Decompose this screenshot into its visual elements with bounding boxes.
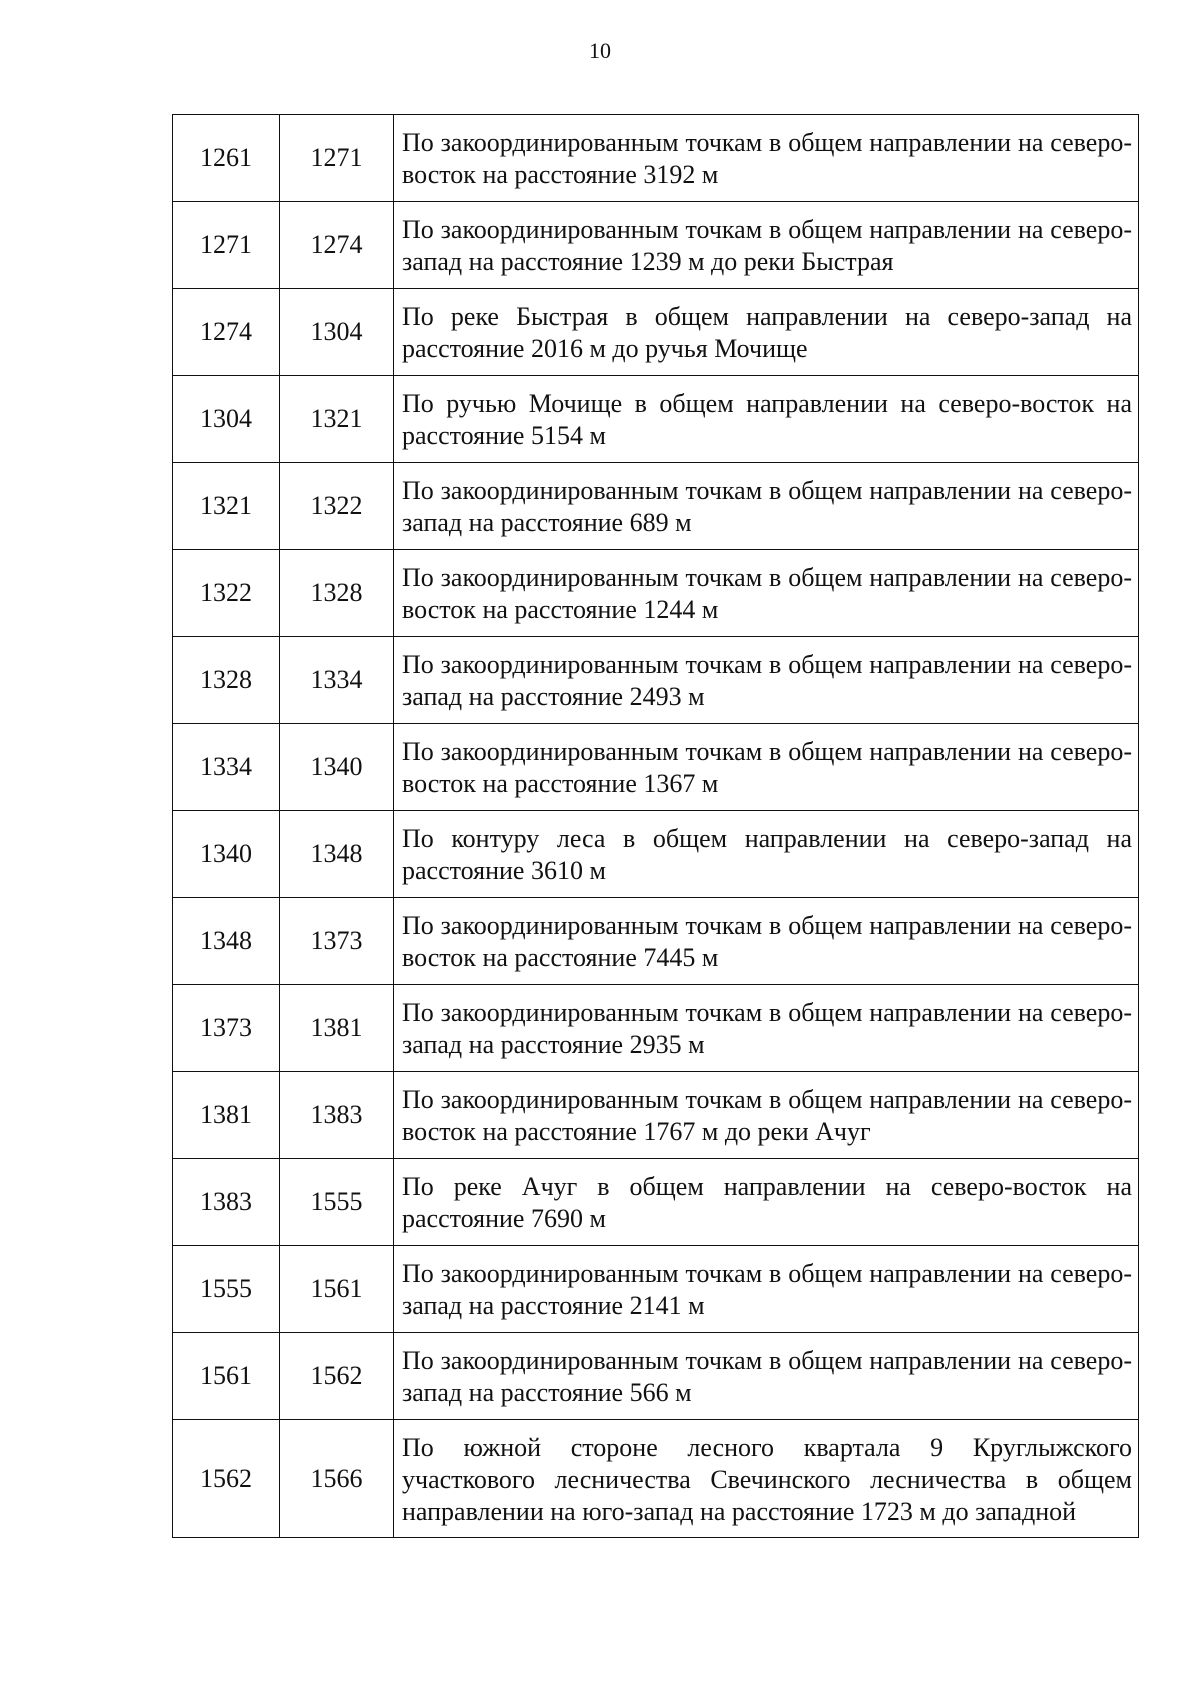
to-point-cell: 1383 — [280, 1072, 394, 1159]
table-row — [173, 1072, 1139, 1159]
table-row — [173, 1159, 1139, 1246]
description-cell: По закоординированным точкам в общем направлении на северо-запад на расстояние 566 м — [394, 1333, 1139, 1420]
description-cell: По контуру леса в общем направлении на северо-запад на расстояние 3610 м — [394, 811, 1139, 898]
description-cell: По ручью Мочище в общем направлении на северо-восток на расстояние 5154 м — [394, 376, 1139, 463]
description-cell: По закоординированным точкам в общем направлении на северо-восток на расстояние 1767 м до реки Ачуг — [394, 1072, 1139, 1159]
from-point-cell: 1334 — [173, 724, 280, 811]
from-point-cell: 1304 — [173, 376, 280, 463]
to-point-cell: 1373 — [280, 898, 394, 985]
table-row — [173, 985, 1139, 1072]
table-row — [173, 463, 1139, 550]
to-point-cell: 1348 — [280, 811, 394, 898]
description-cell: По закоординированным точкам в общем направлении на северо-восток на расстояние 1367 м — [394, 724, 1139, 811]
description-cell: По реке Ачуг в общем направлении на северо-восток на расстояние 7690 м — [394, 1159, 1139, 1246]
description-cell: По закоординированным точкам в общем направлении на северо-запад на расстояние 1239 м до реки Быстрая — [394, 202, 1139, 289]
table-row — [173, 1420, 1139, 1538]
table-row — [173, 376, 1139, 463]
table-row — [173, 811, 1139, 898]
table-row — [173, 202, 1139, 289]
to-point-cell: 1562 — [280, 1333, 394, 1420]
from-point-cell: 1321 — [173, 463, 280, 550]
table-row — [173, 1333, 1139, 1420]
to-point-cell: 1328 — [280, 550, 394, 637]
to-point-cell: 1271 — [280, 115, 394, 202]
to-point-cell: 1334 — [280, 637, 394, 724]
from-point-cell: 1373 — [173, 985, 280, 1072]
from-point-cell: 1381 — [173, 1072, 280, 1159]
description-cell: По закоординированным точкам в общем направлении на северо-запад на расстояние 2493 м — [394, 637, 1139, 724]
to-point-cell: 1381 — [280, 985, 394, 1072]
to-point-cell: 1304 — [280, 289, 394, 376]
table-row — [173, 115, 1139, 202]
from-point-cell: 1562 — [173, 1420, 280, 1538]
from-point-cell: 1348 — [173, 898, 280, 985]
to-point-cell: 1322 — [280, 463, 394, 550]
table-row — [173, 289, 1139, 376]
table-row — [173, 637, 1139, 724]
description-cell: По закоординированным точкам в общем направлении на северо-восток на расстояние 7445 м — [394, 898, 1139, 985]
table-row — [173, 724, 1139, 811]
to-point-cell: 1321 — [280, 376, 394, 463]
description-cell: По закоординированным точкам в общем направлении на северо-запад на расстояние 689 м — [394, 463, 1139, 550]
from-point-cell: 1555 — [173, 1246, 280, 1333]
description-cell: По закоординированным точкам в общем направлении на северо-запад на расстояние 2141 м — [394, 1246, 1139, 1333]
to-point-cell: 1561 — [280, 1246, 394, 1333]
table-row — [173, 1246, 1139, 1333]
to-point-cell: 1274 — [280, 202, 394, 289]
description-cell: По закоординированным точкам в общем направлении на северо-восток на расстояние 3192 м — [394, 115, 1139, 202]
table-row — [173, 550, 1139, 637]
description-cell: По реке Быстрая в общем направлении на северо-запад на расстояние 2016 м до ручья Мочище — [394, 289, 1139, 376]
to-point-cell: 1566 — [280, 1420, 394, 1538]
table-row — [173, 898, 1139, 985]
from-point-cell: 1561 — [173, 1333, 280, 1420]
from-point-cell: 1340 — [173, 811, 280, 898]
description-cell: По закоординированным точкам в общем направлении на северо-восток на расстояние 1244 м — [394, 550, 1139, 637]
from-point-cell: 1271 — [173, 202, 280, 289]
from-point-cell: 1328 — [173, 637, 280, 724]
description-cell: По южной стороне лесного квартала 9 Круглыжского участкового лесничества Свечинского лесничества в общем направлении на юго-запад на расстояние 1723 м до западной — [394, 1420, 1139, 1538]
to-point-cell: 1340 — [280, 724, 394, 811]
from-point-cell: 1322 — [173, 550, 280, 637]
from-point-cell: 1261 — [173, 115, 280, 202]
from-point-cell: 1383 — [173, 1159, 280, 1246]
description-cell: По закоординированным точкам в общем направлении на северо-запад на расстояние 2935 м — [394, 985, 1139, 1072]
page-number: 10 — [589, 38, 611, 63]
from-point-cell: 1274 — [173, 289, 280, 376]
boundary-description-table — [172, 114, 1139, 1538]
to-point-cell: 1555 — [280, 1159, 394, 1246]
